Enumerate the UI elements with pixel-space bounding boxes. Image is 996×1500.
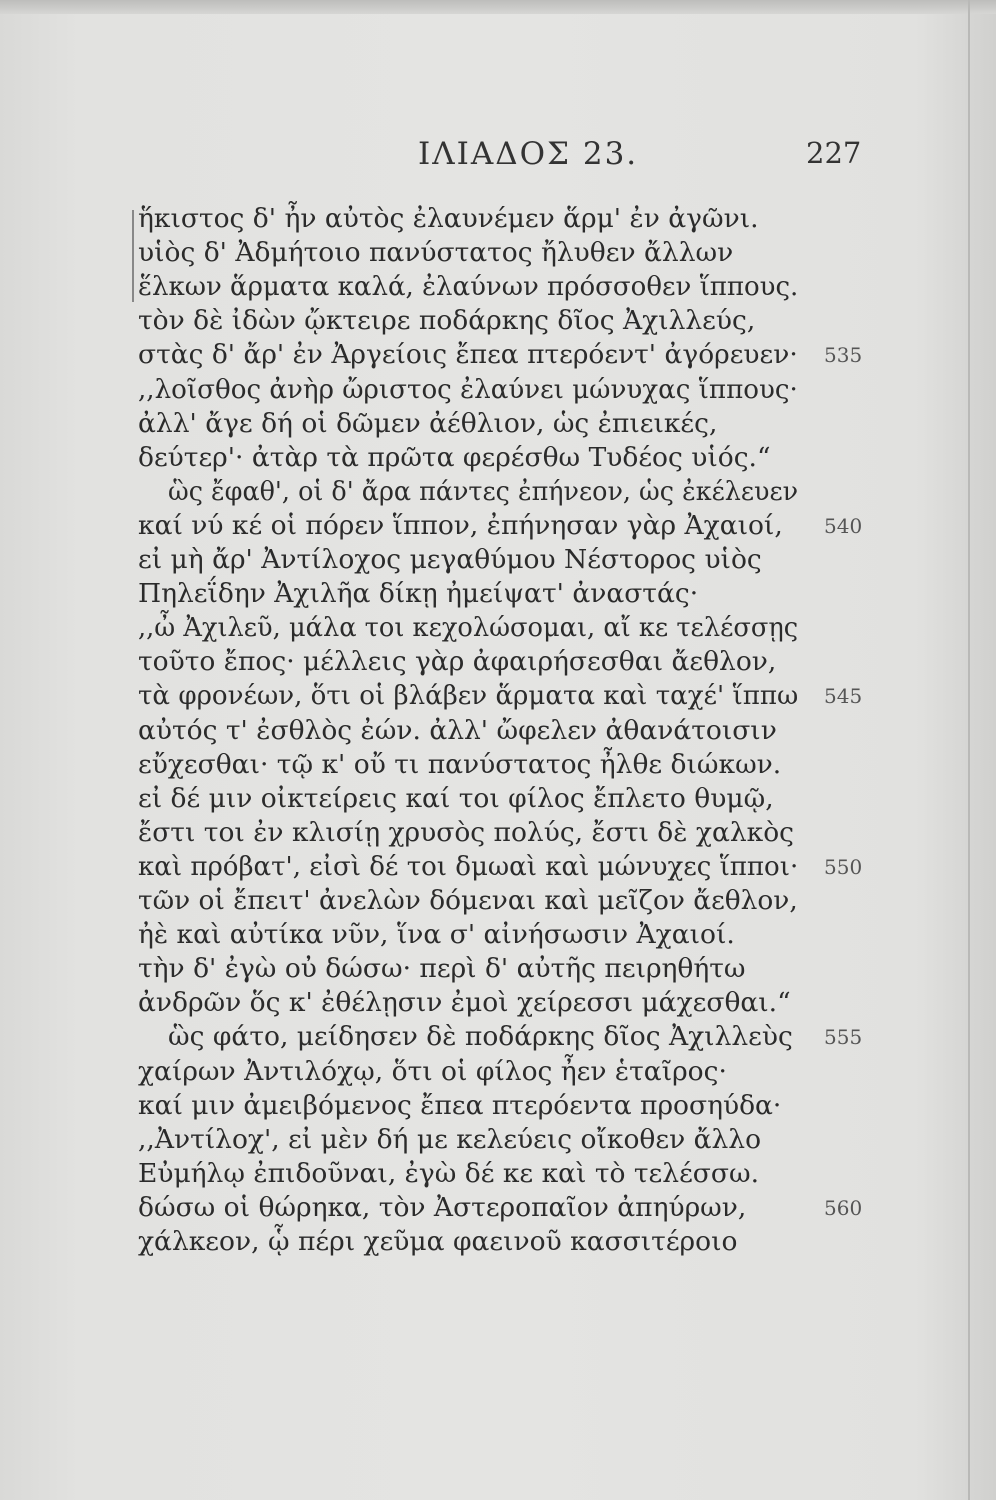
verse-line-text: καί νύ κέ οἱ πόρεν ἵππον, ἐπήνησαν γὰρ Ἀχαιοί, (138, 509, 783, 541)
verse-line-text: τοῦτο ἔπος· μέλλεις γὰρ ἀφαιρήσεσθαι ἄεθλον, (138, 646, 777, 678)
line-number: 540 (824, 513, 863, 538)
verse-line-text: ἔστι τοι ἐν κλισίῃ χρυσὸς πολύς, ἔστι δὲ χαλκὸς (138, 816, 795, 848)
verse-line-text: χάλκεον, ᾧ πέρι χεῦμα φαεινοῦ κασσιτέροιο (138, 1226, 738, 1257)
verse-line-text: ἀλλ' ἄγε δή οἱ δῶμεν ἀέθλιον, ὡς ἐπιεικές, (138, 407, 718, 439)
margin-mark (132, 210, 134, 302)
verse-line-text: αὐτός τ' ἐσθλὸς ἐών. ἀλλ' ὤφελεν ἀθανάτοισιν (138, 714, 777, 746)
verse-line-text: δώσω οἱ θώρηκα, τὸν Ἀστεροπαῖον ἀπηύρων, (138, 1191, 747, 1223)
verse-line-text: εἰ μὴ ἄρ' Ἀντίλοχος μεγαθύμου Νέστορος υἱὸς (138, 544, 762, 575)
verse-line-text: στὰς δ' ἄρ' ἐν Ἀργείοις ἔπεα πτερόεντ' ἀγόρευεν· (138, 339, 798, 371)
verse-line-text: τὸν δὲ ἰδὼν ᾤκτειρε ποδάρκης δῖος Ἀχιλλεύς, (138, 305, 756, 337)
verse-line-text: τὰ φρονέων, ὅτι οἱ βλάβεν ἅρματα καὶ ταχέ' ἵππω (138, 680, 799, 712)
verse-line-text: εὔχεσθαι· τῷ κ' οὔ τι πανύστατος ἦλθε διώκων. (138, 748, 782, 780)
running-head-title: ΙΛΙΑΔΟΣ 23. (418, 136, 639, 172)
verse-line-text: καί μιν ἀμειβόμενος ἔπεα πτερόεντα προσηύδα· (138, 1089, 782, 1121)
verse-line-text: τὴν δ' ἐγὼ οὐ δώσω· περὶ δ' αὐτῆς πειρηθήτω (138, 953, 746, 985)
page-number: 227 (806, 136, 862, 170)
verse-line-text: ἕλκων ἅρματα καλά, ἐλαύνων πρόσσοθεν ἵππους. (138, 271, 799, 303)
verse-line-text: Εὐμήλῳ ἐπιδοῦναι, ἐγὼ δέ κε καὶ τὸ τελέσσω. (138, 1157, 760, 1189)
verse-line-text: υἱὸς δ' Ἀδμήτοιο πανύστατος ἤλυθεν ἄλλων (138, 237, 734, 269)
line-number: 545 (824, 684, 863, 709)
verse-line-text: ἠὲ καὶ αὐτίκα νῦν, ἵνα σ' αἰνήσωσιν Ἀχαιοί. (138, 919, 735, 951)
verse-line-text: καὶ πρόβατ', εἰσὶ δέ τοι δμωαὶ καὶ μώνυχες ἵπποι· (138, 850, 799, 882)
verse-line-text: δεύτερ'· ἀτὰρ τὰ πρῶτα φερέσθω Τυδέος υἱός.“ (138, 441, 771, 473)
verse-line-text: ὣς ἔφαθ', οἱ δ' ἄρα πάντες ἐπήνεον, ὡς ἐκέλευεν (168, 475, 799, 507)
verse-line-text: ἥκιστος δ' ἦν αὐτὸς ἐλαυνέμεν ἅρμ' ἐν ἀγῶνι. (138, 203, 759, 234)
line-number: 535 (824, 343, 863, 368)
verse-line-text: ,,Ἀντίλοχ', εἰ μὲν δή με κελεύεις οἴκοθεν ἄλλο (138, 1123, 762, 1155)
verse-line-text: ἀνδρῶν ὅς κ' ἐθέλῃσιν ἐμοὶ χείρεσσι μάχεσθαι.“ (138, 987, 791, 1019)
verse-line-text: ,,ὦ Ἀχιλεῦ, μάλα τοι κεχολώσομαι, αἴ κε τελέσσῃς (138, 612, 799, 644)
line-number: 560 (824, 1195, 863, 1220)
verse-line-text: χαίρων Ἀντιλόχῳ, ὅτι οἱ φίλος ἦεν ἑταῖρος· (138, 1055, 727, 1087)
verse-line-text: ,,λοῖσθος ἀνὴρ ὤριστος ἐλαύνει μώνυχας ἵππους· (138, 373, 798, 405)
verse-line-text: Πηλεΐδην Ἀχιλῆα δίκῃ ἠμείψατ' ἀναστάς· (138, 578, 699, 610)
verse-line-text: τῶν οἱ ἔπειτ' ἀνελὼν δόμεναι καὶ μεῖζον ἄεθλον, (138, 885, 798, 916)
verse-line-text: ὣς φάτο, μείδησεν δὲ ποδάρκης δῖος Ἀχιλλεὺς (168, 1021, 793, 1053)
line-number: 550 (824, 854, 863, 879)
line-number: 555 (824, 1025, 863, 1050)
verse-line-text: εἰ δέ μιν οἰκτείρεις καί τοι φίλος ἔπλετο θυμῷ, (138, 782, 774, 814)
